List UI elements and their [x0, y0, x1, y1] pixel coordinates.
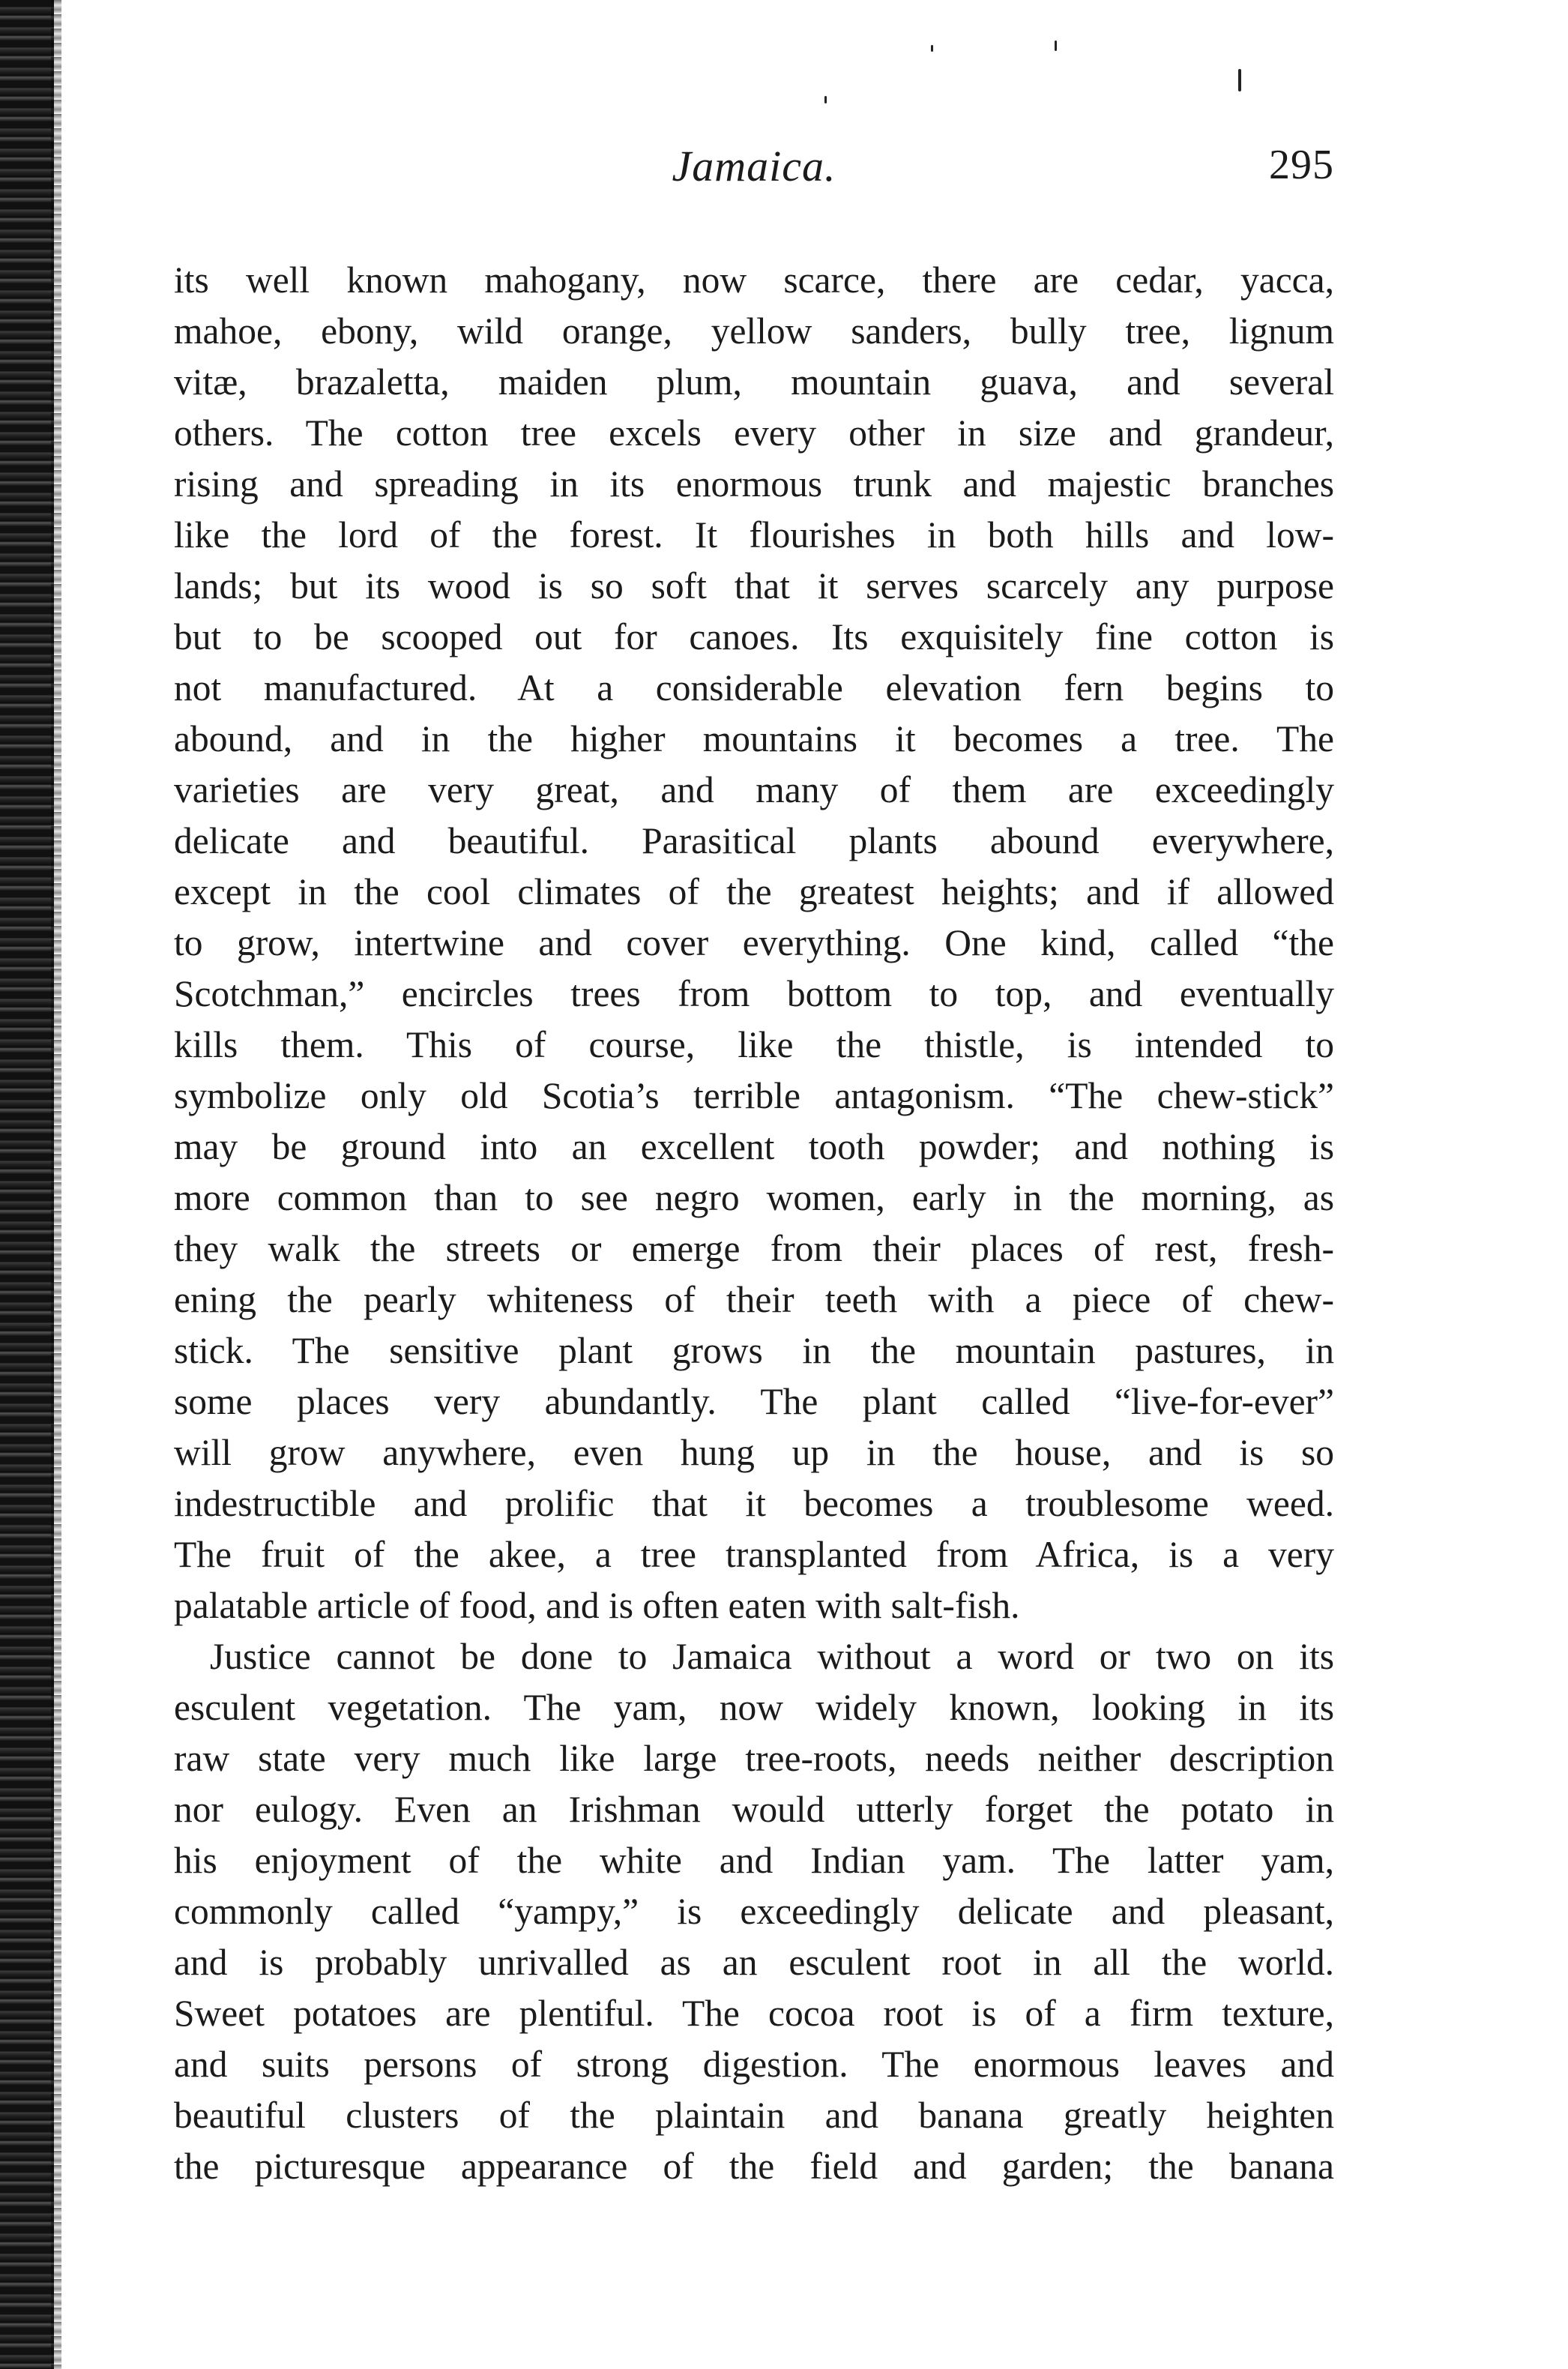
text-line: lands; but its wood is so soft that it serves scarcely any purpose	[174, 565, 1334, 606]
text-line: his enjoyment of the white and Indian yam. The latter yam,	[174, 1840, 1334, 1881]
text-line: abound, and in the higher mountains it becomes a tree. The	[174, 718, 1334, 759]
text-line: Scotchman,” encircles trees from bottom to top, and eventually	[174, 973, 1334, 1014]
text-line: mahoe, ebony, wild orange, yellow sanders, bully tree, lignum	[174, 310, 1334, 352]
running-head	[174, 141, 1334, 201]
text-line: raw state very much like large tree-roots, needs neither description	[174, 1738, 1334, 1779]
text-line: may be ground into an excellent tooth powder; and nothing is	[174, 1126, 1334, 1167]
text-line: and is probably unrivalled as an esculent root in all the world.	[174, 1942, 1334, 1983]
ink-speck	[1238, 69, 1241, 91]
ink-speck	[824, 96, 827, 103]
text-line: rising and spreading in its enormous trunk and majestic branches	[174, 463, 1334, 505]
text-line: to grow, intertwine and cover everything. One kind, called “the	[174, 922, 1334, 963]
text-line: Sweet potatoes are plentiful. The cocoa root is of a firm texture,	[174, 1993, 1334, 2034]
text-line: like the lord of the forest. It flourishes in both hills and low-	[174, 514, 1334, 556]
text-line: stick. The sensitive plant grows in the mountain pastures, in	[174, 1330, 1334, 1371]
running-title: Jamaica.	[672, 142, 836, 190]
book-spine-edge	[0, 0, 54, 2369]
text-line: the picturesque appearance of the field and garden; the banana	[174, 2146, 1334, 2187]
text-line: they walk the streets or emerge from their places of rest, fresh-	[174, 1228, 1334, 1269]
text-line: The fruit of the akee, a tree transplanted from Africa, is a very	[174, 1534, 1334, 1575]
text-line: beautiful clusters of the plaintain and banana greatly heighten	[174, 2095, 1334, 2136]
page-number: 295	[1269, 142, 1334, 188]
text-line: vitæ, brazaletta, maiden plum, mountain guava, and several	[174, 361, 1334, 403]
ink-speck	[931, 45, 933, 52]
text-line: ening the pearly whiteness of their teeth with a piece of chew-	[174, 1279, 1334, 1320]
paragraph-start-line: Justice cannot be done to Jamaica without a word or two on its	[210, 1636, 1334, 1677]
paragraph-end-line: palatable article of food, and is often eaten with salt-fish.	[174, 1585, 1020, 1626]
text-line: commonly called “yampy,” is exceedingly delicate and pleasant,	[174, 1891, 1334, 1932]
text-line: symbolize only old Scotia’s terrible antagonism. “The chew-stick”	[174, 1075, 1334, 1116]
text-line: but to be scooped out for canoes. Its exquisitely fine cotton is	[174, 616, 1334, 657]
text-line: will grow anywhere, even hung up in the house, and is so	[174, 1432, 1334, 1473]
text-line: nor eulogy. Even an Irishman would utterly forget the potato in	[174, 1789, 1334, 1830]
body-text	[174, 255, 1334, 2192]
text-line: indestructible and prolific that it becomes a troublesome weed.	[174, 1483, 1334, 1524]
text-line: kills them. This of course, like the thistle, is intended to	[174, 1024, 1334, 1065]
text-line: not manufactured. At a considerable elevation fern begins to	[174, 667, 1334, 708]
text-line: esculent vegetation. The yam, now widely known, looking in its	[174, 1687, 1334, 1728]
text-line: its well known mahogany, now scarce, there are cedar, yacca,	[174, 259, 1334, 301]
text-line: some places very abundantly. The plant called “live-for-ever”	[174, 1381, 1334, 1422]
ink-speck	[1055, 40, 1057, 51]
text-line: varieties are very great, and many of them are exceedingly	[174, 769, 1334, 810]
text-line: more common than to see negro women, early in the morning, as	[174, 1177, 1334, 1218]
text-line: others. The cotton tree excels every other in size and grandeur,	[174, 412, 1334, 454]
text-line: except in the cool climates of the greatest heights; and if allowed	[174, 871, 1334, 912]
text-line: delicate and beautiful. Parasitical plants abound everywhere,	[174, 820, 1334, 861]
text-line: and suits persons of strong digestion. The enormous leaves and	[174, 2044, 1334, 2085]
